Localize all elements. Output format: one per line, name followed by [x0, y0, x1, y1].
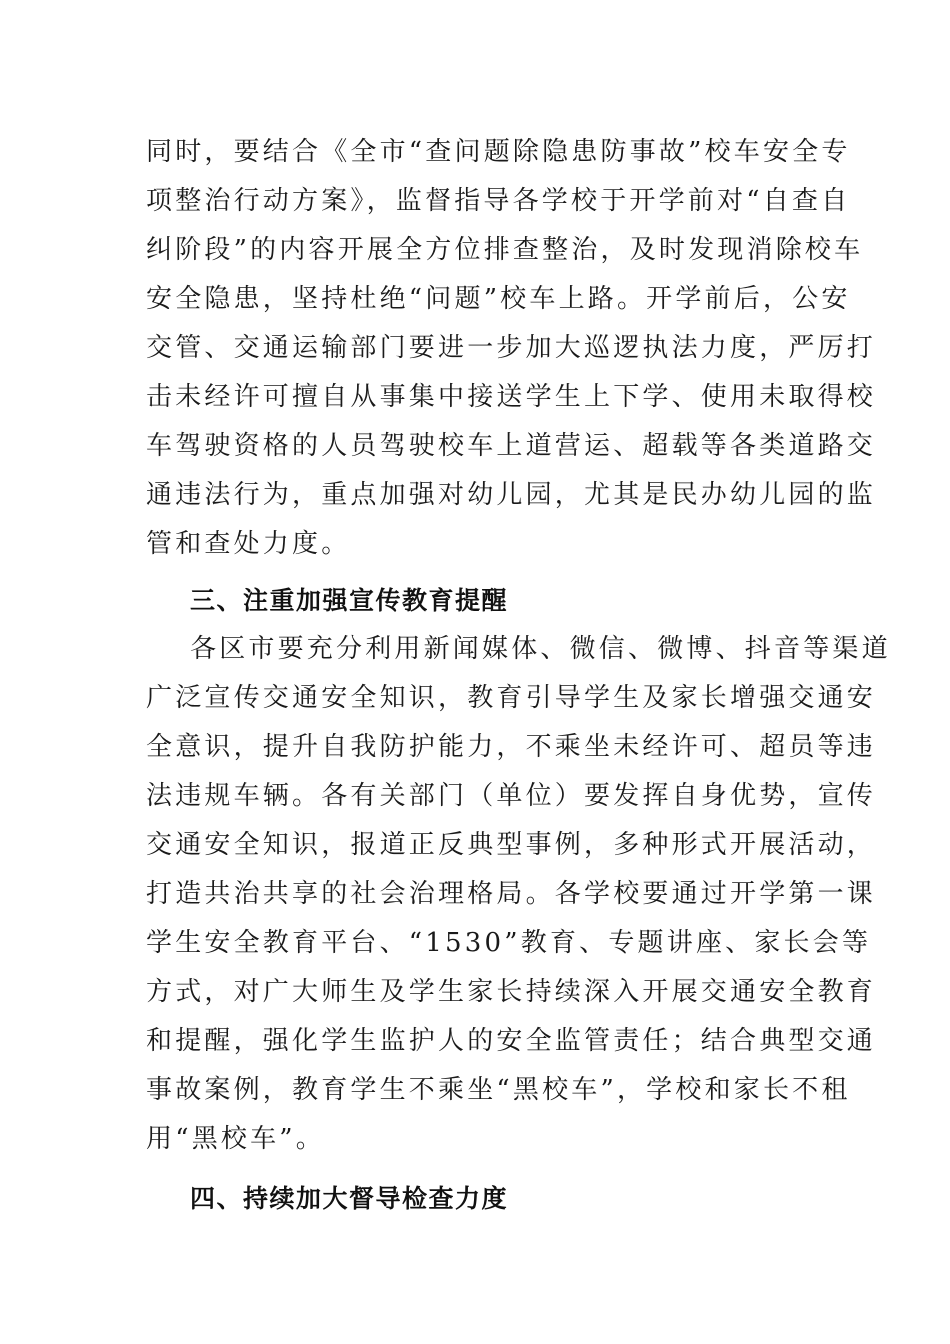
paragraph-line: 击未经许可擅自从事集中接送学生上下学、使用未取得校 — [146, 382, 877, 412]
paragraph-line: 学生安全教育平台、“1530”教育、专题讲座、家长会等 — [146, 928, 872, 958]
paragraph-line: 法违规车辆。各有关部门（单位）要发挥自身优势，宣传 — [146, 781, 877, 811]
paragraph-line: 交管、交通运输部门要进一步加大巡逻执法力度，严厉打 — [146, 333, 877, 363]
paragraph-line: 广泛宣传交通安全知识，教育引导学生及家长增强交通安 — [146, 683, 877, 713]
section-heading-supervision-inspection: 四、持续加大督导检查力度 — [190, 1184, 509, 1213]
paragraph-line: 同时，要结合《全市“查问题除隐患防事故”校车安全专 — [146, 137, 851, 167]
paragraph-line: 项整治行动方案》，监督指导各学校于开学前对“自查自 — [146, 186, 851, 216]
paragraph-line: 各区市要充分利用新闻媒体、微信、微博、抖音等渠道 — [190, 634, 891, 664]
paragraph-line: 安全隐患，坚持杜绝“问题”校车上路。开学前后，公安 — [146, 284, 851, 314]
paragraph-line: 通违法行为，重点加强对幼儿园，尤其是民办幼儿园的监 — [146, 480, 877, 510]
paragraph-line: 打造共治共享的社会治理格局。各学校要通过开学第一课 — [146, 879, 877, 909]
paragraph-line: 和提醒，强化学生监护人的安全监管责任；结合典型交通 — [146, 1026, 877, 1056]
paragraph-line: 车驾驶资格的人员驾驶校车上道营运、超载等各类道路交 — [146, 431, 877, 461]
paragraph-school-bus-rectification — [146, 128, 877, 569]
paragraph-line: 事故案例，教育学生不乘坐“黑校车”，学校和家长不租 — [146, 1075, 851, 1105]
paragraph-line: 用“黑校车”。 — [146, 1124, 325, 1154]
paragraph-line: 全意识，提升自我防护能力，不乘坐未经许可、超员等违 — [146, 732, 877, 762]
paragraph-line: 交通安全知识，报道正反典型事例，多种形式开展活动， — [146, 830, 877, 860]
paragraph-publicity-education — [146, 625, 891, 1164]
paragraph-line: 纠阶段”的内容开展全方位排查整治，及时发现消除校车 — [146, 235, 864, 265]
paragraph-line: 方式，对广大师生及学生家长持续深入开展交通安全教育 — [146, 977, 877, 1007]
section-heading-publicity-education: 三、注重加强宣传教育提醒 — [190, 586, 509, 615]
paragraph-line: 管和查处力度。 — [146, 529, 351, 559]
